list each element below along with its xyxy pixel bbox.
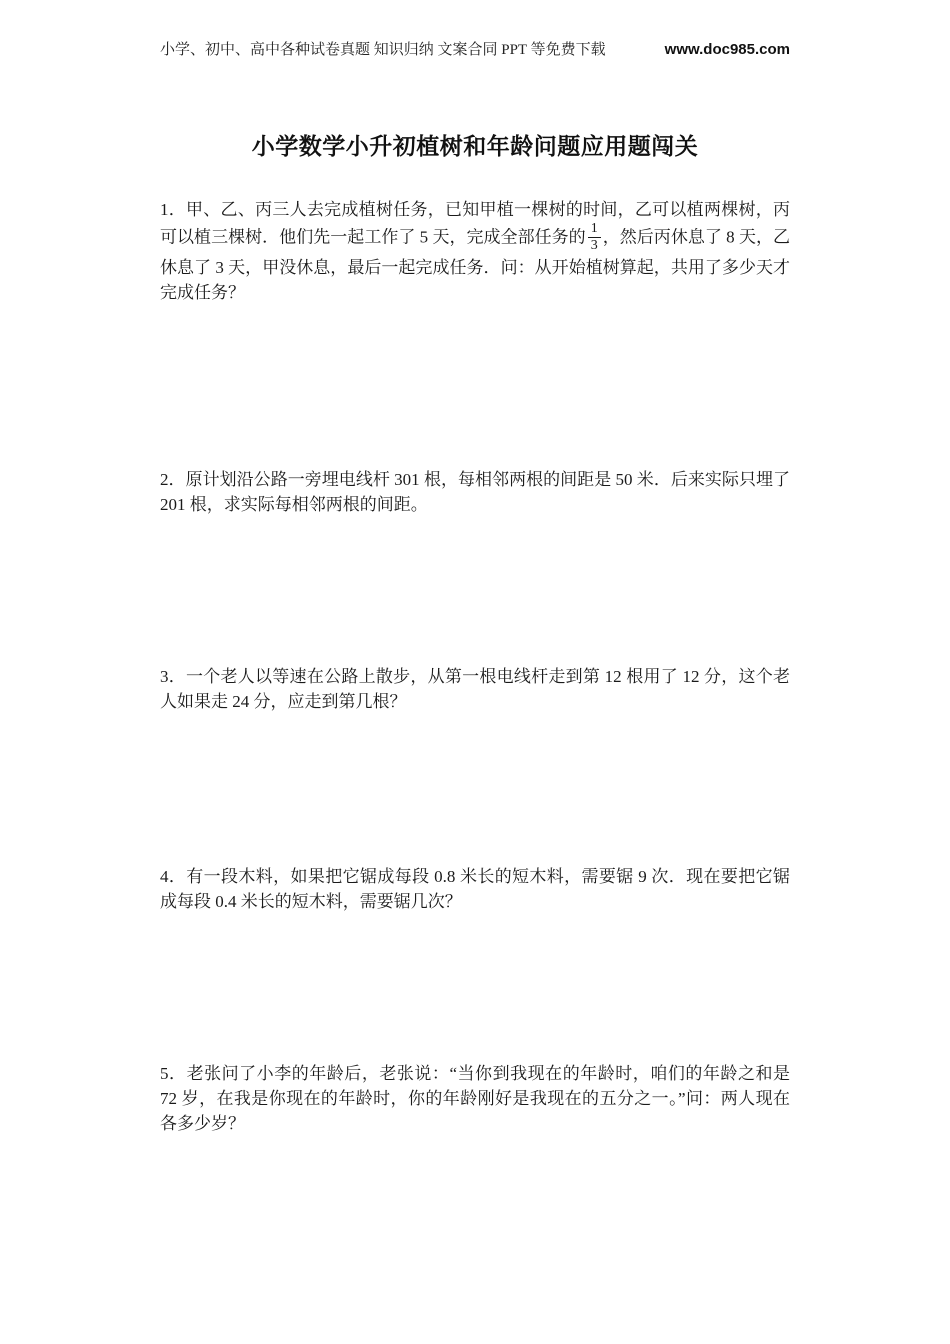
problem-1-text-after-fraction: ，然后丙休息了 8 天，乙休息了 3 天，甲没休息，最后一起完成任务．问：从开始植树算起，共用了多少天才完成任务？ bbox=[160, 227, 791, 303]
problem-5-body: 老张问了小李的年龄后，老张说：“当你到我现在的年龄时，咱们的年龄之和是 72 岁，在我是你现在的年龄时，你的年龄刚好是我现在的五分之一。”问：两人现在各多少岁？ bbox=[160, 1064, 791, 1134]
problem-3-number: 3． bbox=[160, 667, 187, 687]
problem-5-text bbox=[160, 1061, 790, 1136]
header-promo-text: 小学、初中、高中各种试卷真题 知识归纳 文案合同 PPT 等免费下载 bbox=[160, 42, 606, 58]
problem-2-text bbox=[160, 467, 790, 517]
problem-1-text-before-fraction: 甲、乙、丙三人去完成植树任务，已知甲植一棵树的时间，乙可以植两棵树，丙可以植三棵树．他们先一起工作了 5 天，完成全部任务的 bbox=[160, 200, 791, 247]
page-header bbox=[160, 0, 790, 60]
problem-4-body: 有一段木料，如果把它锯成每段 0.8 米长的短木料，需要锯 9 次．现在要把它锯成每段 0.4 米长的短木料，需要锯几次？ bbox=[160, 867, 791, 912]
fraction-denominator: 3 bbox=[590, 238, 598, 254]
fraction-one-third bbox=[588, 221, 601, 254]
header-site-url: www.doc985.com bbox=[664, 41, 790, 58]
problem-2 bbox=[160, 467, 790, 517]
problem-3-text bbox=[160, 664, 790, 714]
problem-4-text bbox=[160, 864, 790, 914]
problem-3-body: 一个老人以等速在公路上散步，从第一根电线杆走到第 12 根用了 12 分，这个老人如果走 24 分，应走到第几根？ bbox=[160, 667, 791, 712]
problem-2-number: 2． bbox=[160, 470, 186, 490]
problem-2-body: 原计划沿公路一旁埋电线杆 301 根，每相邻两根的间距是 50 米．后来实际只埋了 201 根，求实际每相邻两根的间距。 bbox=[160, 470, 791, 515]
problem-3 bbox=[160, 664, 790, 714]
worksheet-body bbox=[160, 197, 790, 1136]
problem-1-text bbox=[160, 197, 790, 305]
problem-1 bbox=[160, 197, 790, 305]
problem-5 bbox=[160, 1061, 790, 1136]
problem-4 bbox=[160, 864, 790, 914]
problem-1-number: 1． bbox=[160, 200, 187, 219]
problem-5-number: 5． bbox=[160, 1064, 187, 1084]
worksheet-title: 小学数学小升初植树和年龄问题应用题闯关 bbox=[251, 134, 699, 159]
problem-4-number: 4． bbox=[160, 867, 187, 887]
fraction-numerator: 1 bbox=[588, 221, 601, 238]
